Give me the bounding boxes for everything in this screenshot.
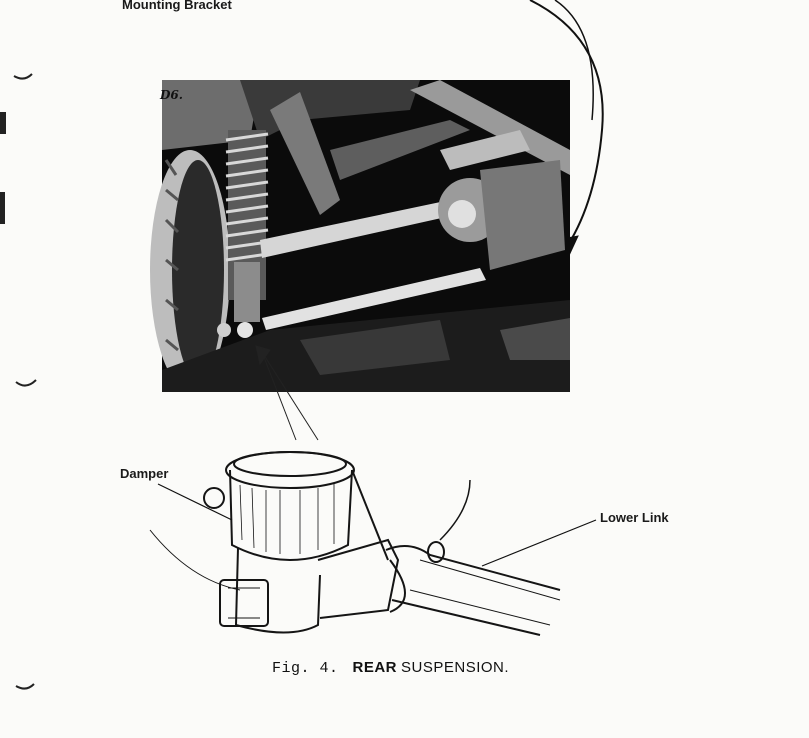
suspension-photograph <box>150 80 570 392</box>
mounting-bracket-label: Mounting Bracket <box>122 0 232 12</box>
lower-link-label: Lower Link <box>600 510 669 525</box>
binding-mark <box>0 192 5 224</box>
figure-caption <box>272 659 509 677</box>
damper-label: Damper <box>120 466 169 481</box>
caption-suspension: SUSPENSION. <box>401 659 510 676</box>
binding-mark <box>0 112 6 134</box>
damper-drawing <box>150 452 560 635</box>
photo-plate-number: D6. <box>160 88 183 102</box>
caption-rear: REAR <box>352 659 398 676</box>
margin-marks <box>14 74 36 689</box>
caption-fig-number: Fig. 4. <box>272 660 339 677</box>
